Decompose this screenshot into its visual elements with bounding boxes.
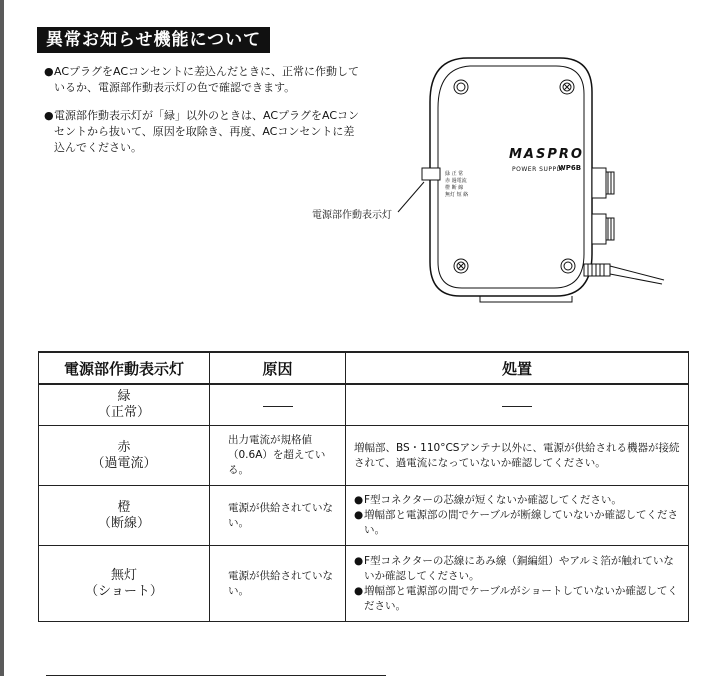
action-item <box>354 584 680 614</box>
status-table <box>38 351 689 622</box>
cause-cell: 電源が供給されていない。 <box>210 546 346 622</box>
device-subtitle: POWER SUPPLY <box>512 166 564 173</box>
lamp-cell <box>39 546 210 622</box>
action-text: 増幅部、BS・110°CSアンテナ以外に、電源が供給される機器が接続されて、過電流になっていないか確認してください。 <box>354 441 680 469</box>
f-connector-icon <box>592 168 614 244</box>
lamp-color: 橙 <box>117 499 131 515</box>
table-header-row <box>39 352 689 384</box>
table-row <box>39 486 689 546</box>
bullet-mark: ● <box>44 109 54 122</box>
bullet-mark: ● <box>44 65 54 78</box>
device-model: WP6B <box>558 164 582 172</box>
empty-dash <box>502 406 532 407</box>
action-text: F型コネクターの芯線にあみ線（銅編組）やアルミ箔が触れていないか確認してください。 <box>364 554 674 582</box>
lamp-window <box>422 168 440 180</box>
cause-cell <box>210 384 346 426</box>
instruction-text: 電源部作動表示灯が「緑」以外のときは、ACプラグをACコンセントから抜いて、原因を取除き、再度、ACコンセントに差込んでください。 <box>54 109 360 154</box>
lamp-state: （正常） <box>97 405 150 420</box>
lamp-cell <box>39 426 210 486</box>
lamp-cell <box>39 384 210 426</box>
table-row <box>39 426 689 486</box>
empty-dash <box>263 406 293 407</box>
section-heading: 異常お知らせ機能について <box>37 27 270 53</box>
action-cell <box>346 486 689 546</box>
lamp-color: 無灯 <box>110 567 137 583</box>
action-text: 増幅部と電源部の間でケーブルが断線していないか確認してください。 <box>364 509 679 536</box>
lamp-callout-label: 電源部作動表示灯 <box>312 210 392 221</box>
cause-cell: 出力電流が規格値（0.6A）を超えている。 <box>210 426 346 486</box>
lamp-panel-labels <box>445 171 468 199</box>
table-row <box>39 384 689 426</box>
lamp-state: （過電流） <box>91 455 157 471</box>
column-header-lamp: 電源部作動表示灯 <box>39 352 210 384</box>
action-item <box>354 508 680 538</box>
column-header-cause: 原因 <box>210 352 346 384</box>
cause-cell: 電源が供給されていない。 <box>210 486 346 546</box>
page-edge-rule <box>0 0 4 676</box>
column-header-action: 処置 <box>346 352 689 384</box>
bullet-mark: ● <box>354 494 364 506</box>
panel-label: 赤 過電流 <box>445 178 467 184</box>
action-cell <box>346 546 689 622</box>
action-text: F型コネクターの芯線が短くないか確認してください。 <box>364 494 622 506</box>
action-item <box>354 493 680 508</box>
brand-logo: MASPRO <box>509 147 584 162</box>
panel-label: 橙 断 線 <box>445 185 464 191</box>
bullet-mark: ● <box>354 584 364 597</box>
action-cell <box>346 426 689 486</box>
action-item <box>354 554 680 584</box>
power-cord <box>584 264 664 284</box>
bullet-mark: ● <box>354 554 364 567</box>
action-text: 増幅部と電源部の間でケーブルがショートしていないか確認してください。 <box>364 584 678 612</box>
table-row <box>39 546 689 622</box>
lamp-cell <box>39 486 210 546</box>
bullet-mark: ● <box>354 509 364 521</box>
lamp-color: 赤 <box>117 439 131 455</box>
lamp-state: （断線） <box>97 515 150 531</box>
panel-label: 緑 正 常 <box>445 171 464 177</box>
leader-line <box>398 182 424 212</box>
power-supply-illustration <box>300 52 690 312</box>
lamp-color: 緑 <box>117 389 131 404</box>
panel-label: 無灯 短 絡 <box>445 192 469 198</box>
lamp-state: （ショート） <box>85 583 163 599</box>
action-cell <box>346 384 689 426</box>
instruction-text: ACプラグをACコンセントに差込んだときに、正常に作動しているか、電源部作動表示灯の色で確認できます。 <box>54 65 360 94</box>
